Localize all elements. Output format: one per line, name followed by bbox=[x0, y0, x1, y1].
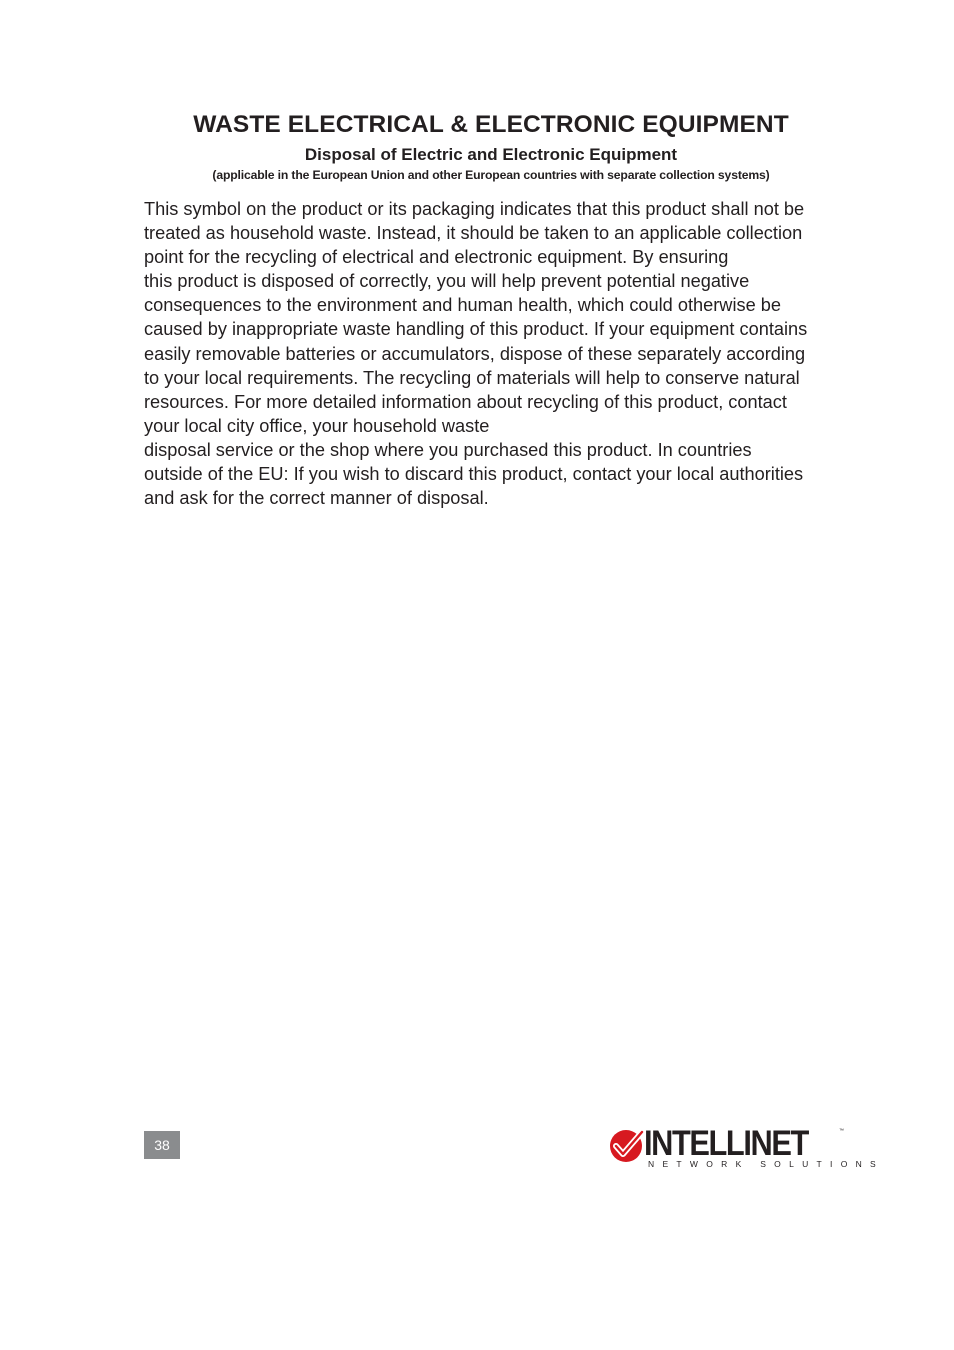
applicability-note: (applicable in the European Union and other European countries with separate collection systems) bbox=[212, 168, 770, 182]
body-line: point for the recycling of electrical and electronic equipment. By ensuring bbox=[144, 247, 729, 268]
body-line: your local city office, your household waste bbox=[144, 415, 490, 436]
body-line: disposal service or the shop where you purchased this product. In countries bbox=[144, 439, 752, 460]
body-line: treated as household waste. Instead, it should be taken to an applicable collection bbox=[144, 223, 803, 244]
logo-trademark: ™ bbox=[839, 1128, 844, 1134]
body-paragraph bbox=[144, 197, 854, 510]
intellinet-logo bbox=[608, 1124, 885, 1172]
logo-wordmark: INTELLINET bbox=[644, 1124, 808, 1163]
body-line: consequences to the environment and human health, which could otherwise be bbox=[144, 295, 781, 316]
body-line: and ask for the correct manner of disposal. bbox=[144, 488, 489, 509]
body-line: outside of the EU: If you wish to discard this product, contact your local authorities bbox=[144, 464, 804, 485]
page-subtitle: Disposal of Electric and Electronic Equipment bbox=[304, 145, 678, 164]
page-title: WASTE ELECTRICAL & ELECTRONIC EQUIPMENT bbox=[193, 111, 789, 138]
body-line: to your local requirements. The recycling of materials will help to conserve natural bbox=[144, 367, 800, 388]
body-line: easily removable batteries or accumulators, dispose of these separately according bbox=[144, 343, 806, 364]
logo-tagline: NETWORK SOLUTIONS bbox=[648, 1159, 885, 1169]
page-number: 38 bbox=[144, 1131, 180, 1159]
body-line: resources. For more detailed information about recycling of this product, contact bbox=[144, 391, 787, 412]
body-line: This symbol on the product or its packaging indicates that this product shall not be bbox=[144, 199, 805, 219]
body-line: caused by inappropriate waste handling of this product. If your equipment contains bbox=[144, 319, 808, 340]
checkmark-circle-icon bbox=[608, 1126, 646, 1164]
body-line: this product is disposed of correctly, you will help prevent potential negative bbox=[144, 271, 750, 292]
